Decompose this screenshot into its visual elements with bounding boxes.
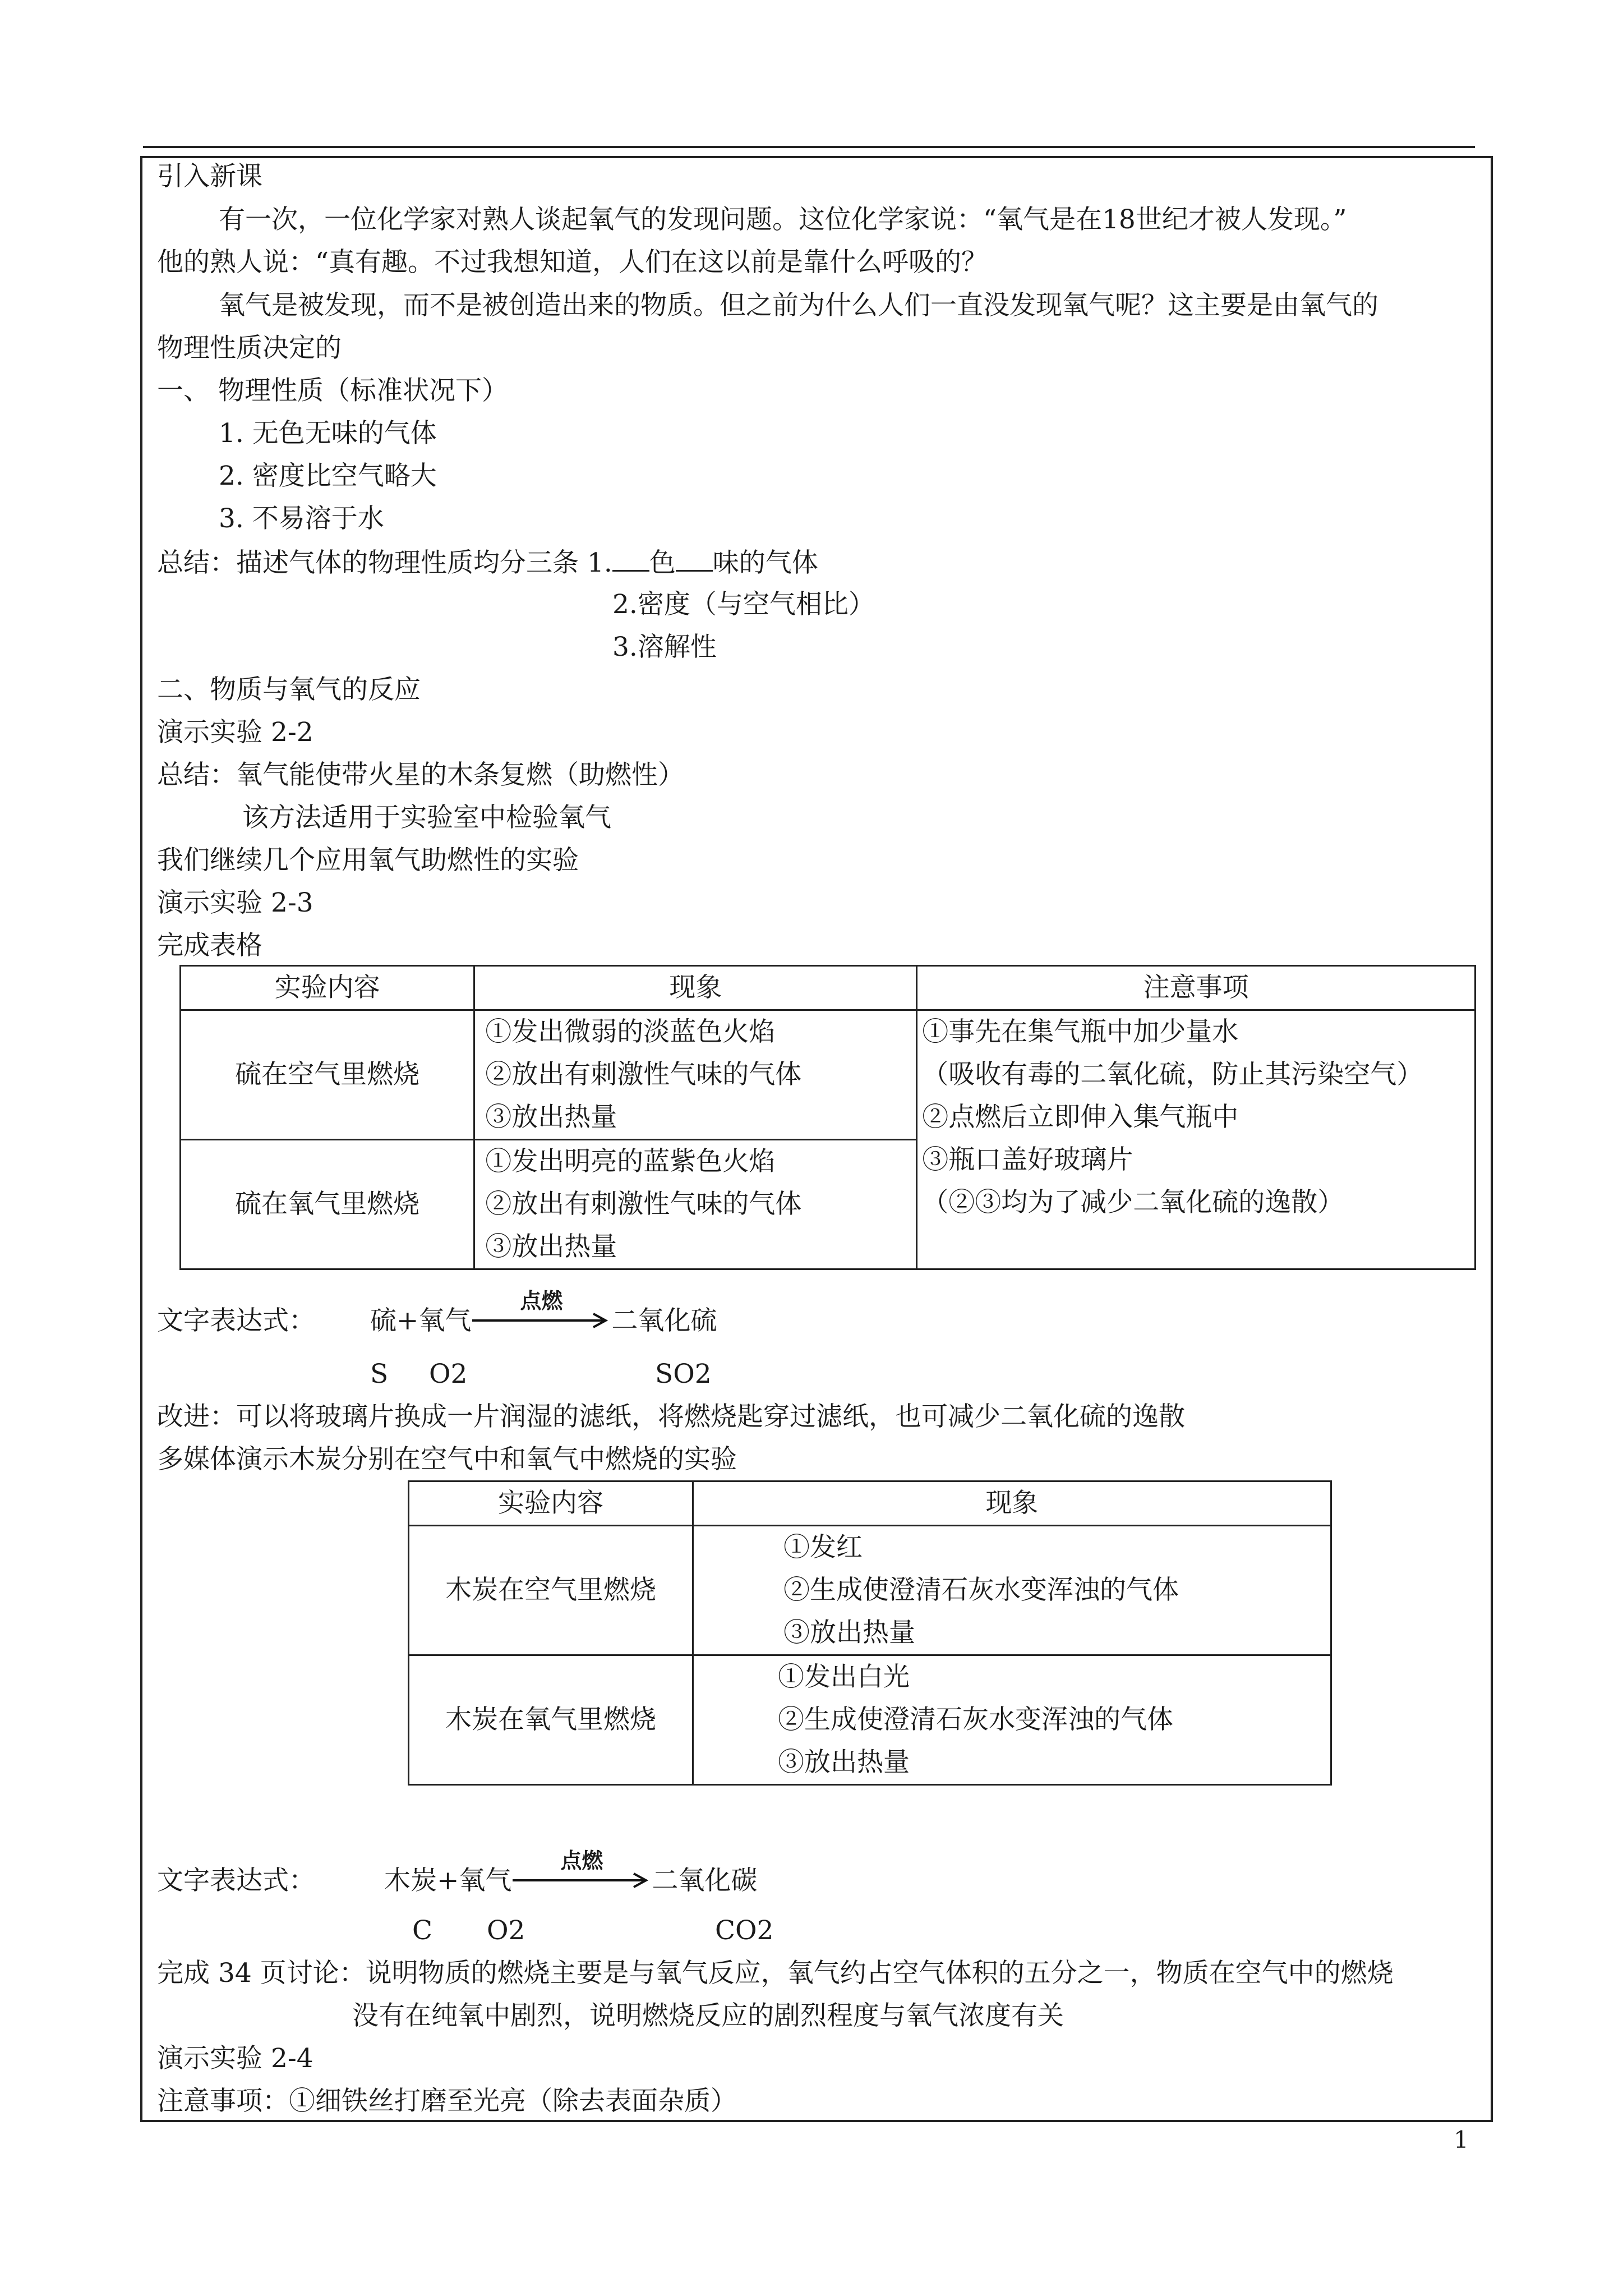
list-item: ②放出有刺激性气味的气体 [485, 1189, 802, 1220]
summary-1-item-3: 3.溶解性 [612, 632, 717, 662]
section-1-item-3: 3. 不易溶于水 [219, 503, 384, 534]
summary-1 [157, 545, 818, 580]
equation-1-product: 二氧化硫 [611, 1305, 717, 1336]
list-item: ③瓶口盖好玻璃片 [922, 1144, 1133, 1175]
summary-1-item-2: 2.密度（与空气相比） [612, 589, 875, 620]
complete-table: 完成表格 [157, 930, 262, 961]
section-1-title: 一、 物理性质（标准状况下） [157, 375, 508, 406]
list-item: ①发红 [783, 1532, 863, 1563]
symbol-co2: CO2 [715, 1915, 774, 1946]
list-item: ③放出热量 [485, 1231, 617, 1262]
blank-2 [676, 545, 713, 572]
carbon-oxygen-content: 木炭在氧气里燃烧 [409, 1655, 693, 1785]
list-item: ②放出有刺激性气味的气体 [485, 1059, 802, 1090]
symbol-s: S [370, 1359, 389, 1389]
equation-2-reactants: 木炭+氧气 [384, 1865, 512, 1896]
list-item: ①发出微弱的淡蓝色火焰 [485, 1016, 776, 1047]
equation-1-reactants: 硫+氧气 [370, 1305, 472, 1336]
equation-2-product: 二氧化碳 [652, 1865, 758, 1896]
sulfur-air-content: 硫在空气里燃烧 [181, 1010, 474, 1140]
carbon-oxygen-phenomena [693, 1655, 1331, 1785]
carbon-header-content: 实验内容 [409, 1481, 693, 1526]
symbol-so2: SO2 [655, 1359, 712, 1389]
equation-2-arrow [511, 1848, 652, 1898]
page-number: 1 [1454, 2126, 1469, 2154]
list-item: ②生成使澄清石灰水变浑浊的气体 [783, 1575, 1179, 1605]
symbol-c: C [412, 1915, 432, 1946]
intro-heading: 引入新课 [157, 161, 262, 192]
arrow-right-icon [511, 1872, 652, 1889]
section-1-item-1: 1. 无色无味的气体 [219, 418, 437, 449]
demo-2-3: 演示实验 2-3 [157, 887, 313, 918]
sulfur-notes [917, 1010, 1476, 1269]
equation-1-arrow [471, 1288, 611, 1338]
improve-text: 改进：可以将玻璃片换成一片润湿的滤纸，将燃烧匙穿过滤纸，也可减少二氧化硫的逸散 [157, 1401, 1185, 1432]
list-item: ②点燃后立即伸入集气瓶中 [922, 1102, 1239, 1133]
list-item: ③放出热量 [783, 1617, 915, 1648]
equation-2-label: 文字表达式： [157, 1865, 315, 1896]
sulfur-oxygen-phenomena [474, 1140, 917, 1269]
summary-2-a: 总结：氧气能使带火星的木条复燃（助燃性） [157, 760, 684, 790]
intro-paragraph-2a: 氧气是被发现，而不是被创造出来的物质。但之前为什么人们一直没发现氧气呢？这主要是由氧气的 [219, 290, 1378, 321]
list-item: （②③均为了减少二氧化硫的逸散） [922, 1187, 1344, 1218]
demo-2-2: 演示实验 2-2 [157, 717, 313, 748]
sulfur-table [179, 965, 1476, 1270]
demo-2-4: 演示实验 2-4 [157, 2043, 313, 2074]
list-item: ②生成使澄清石灰水变浑浊的气体 [778, 1704, 1173, 1735]
intro-paragraph-1b: 他的熟人说：“真有趣。不过我想知道，人们在这以前是靠什么呼吸的？ [157, 247, 988, 278]
carbon-air-phenomena [693, 1526, 1331, 1655]
discussion-a: 完成 34 页讨论：说明物质的燃烧主要是与氧气反应，氧气约占空气体积的五分之一，物质在空气中的燃烧 [157, 1958, 1394, 1989]
blank-1 [612, 545, 649, 572]
list-item: （吸收有毒的二氧化硫，防止其污染空气） [922, 1059, 1423, 1090]
summary-1-prefix: 总结：描述气体的物理性质均分三条 1. [157, 547, 612, 578]
list-item: ①发出白光 [778, 1662, 910, 1692]
multimedia-text: 多媒体演示木炭分别在空气中和氧气中燃烧的实验 [157, 1444, 737, 1475]
list-item: ①发出明亮的蓝紫色火焰 [485, 1146, 776, 1177]
header-rule [143, 146, 1475, 148]
summary-1-suffix: 味的气体 [712, 547, 818, 578]
section-2-title: 二、物质与氧气的反应 [157, 674, 421, 705]
sulfur-oxygen-content: 硫在氧气里燃烧 [181, 1140, 474, 1269]
carbon-air-content: 木炭在空气里燃烧 [409, 1526, 693, 1655]
arrow-right-icon [471, 1312, 611, 1329]
summary-1-mid: 色 [649, 547, 676, 578]
symbol-o2: O2 [429, 1359, 468, 1389]
intro-paragraph-1a: 有一次，一位化学家对熟人谈起氧气的发现问题。这位化学家说：“氧气是在18世纪才被人发现。” [219, 204, 1347, 235]
list-item: ①事先在集气瓶中加少量水 [922, 1016, 1239, 1047]
equation-1-label: 文字表达式： [157, 1305, 315, 1336]
section-1-item-2: 2. 密度比空气略大 [219, 461, 437, 491]
sulfur-air-phenomena [474, 1010, 917, 1140]
list-item: ③放出热量 [778, 1747, 910, 1778]
discussion-b: 没有在纯氧中剧烈，说明燃烧反应的剧烈程度与氧气浓度有关 [352, 2000, 1064, 2031]
notes-text: 注意事项：①细铁丝打磨至光亮（除去表面杂质） [157, 2086, 737, 2116]
sulfur-header-phenomena: 现象 [474, 966, 917, 1010]
list-item: ③放出热量 [485, 1102, 617, 1133]
sulfur-header-content: 实验内容 [181, 966, 474, 1010]
sulfur-header-notes: 注意事项 [917, 966, 1476, 1010]
equation-1 [370, 1288, 717, 1338]
symbol-o2: O2 [487, 1915, 525, 1946]
carbon-table [408, 1480, 1332, 1786]
intro-paragraph-2b: 物理性质决定的 [157, 333, 342, 364]
equation-2-condition: 点燃 [560, 1848, 603, 1873]
continue-text: 我们继续几个应用氧气助燃性的实验 [157, 845, 579, 876]
equation-1-condition: 点燃 [520, 1288, 563, 1313]
equation-2 [384, 1848, 758, 1898]
carbon-header-phenomena: 现象 [693, 1481, 1331, 1526]
summary-2-b: 该方法适用于实验室中检验氧气 [242, 802, 611, 833]
